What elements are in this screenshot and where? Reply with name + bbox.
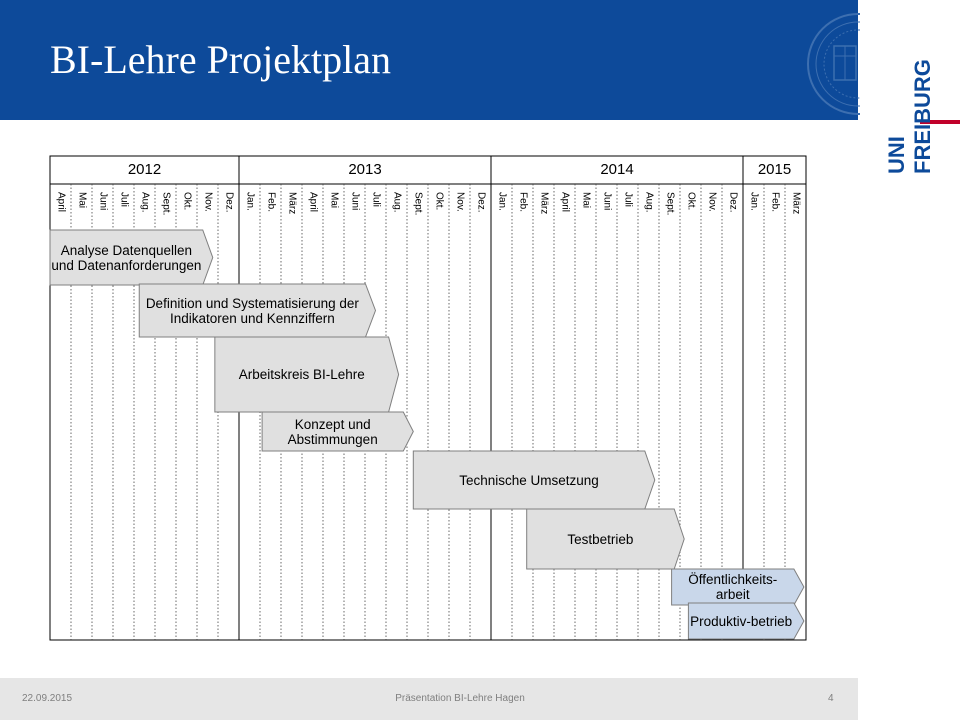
- month-label: Juli: [370, 192, 382, 208]
- month-label: April: [307, 192, 319, 213]
- month-label: Juni: [349, 192, 361, 211]
- month-label: März: [538, 192, 550, 215]
- month-label: Okt.: [685, 192, 697, 211]
- footer-presentation-title: Präsentation BI-Lehre Hagen: [395, 693, 525, 704]
- month-label: Feb.: [517, 192, 529, 213]
- month-label: Aug.: [139, 192, 151, 213]
- logo-uni: UNI: [884, 136, 909, 174]
- month-label: März: [286, 192, 298, 215]
- month-label: Jan.: [496, 192, 508, 211]
- task-label: Konzept und Abstimmungen: [287, 416, 378, 447]
- month-label: Dez.: [223, 192, 235, 213]
- month-label: April: [559, 192, 571, 213]
- footer-page-number: 4: [828, 693, 834, 704]
- month-label: Okt.: [433, 192, 445, 211]
- month-label: Sept.: [412, 192, 424, 216]
- month-label: Feb.: [769, 192, 781, 213]
- month-label: Mai: [76, 192, 88, 209]
- task-label: Technische Umsetzung: [459, 472, 599, 488]
- month-label: Nov.: [202, 192, 214, 212]
- slide-title: BI-Lehre Projektplan: [50, 37, 391, 82]
- month-label: Sept.: [160, 192, 172, 216]
- year-label: 2012: [127, 161, 162, 178]
- month-label: Juni: [97, 192, 109, 211]
- month-label: Okt.: [181, 192, 193, 211]
- month-label: Dez.: [727, 192, 739, 213]
- month-label: Nov.: [706, 192, 718, 212]
- task-label: Testbetrieb: [567, 531, 634, 547]
- month-label: Sept.: [664, 192, 676, 216]
- month-label: Juli: [622, 192, 634, 208]
- month-label: April: [55, 192, 67, 213]
- month-label: Juni: [601, 192, 613, 211]
- month-label: Dez.: [475, 192, 487, 213]
- month-label: Nov.: [454, 192, 466, 212]
- task-label: Analyse Datenquellen und Datenanforderungen: [51, 242, 202, 273]
- logo-freiburg: FREIBURG: [910, 59, 935, 174]
- task-label: Öffentlichkeits-arbeit: [688, 572, 778, 602]
- month-label: Jan.: [244, 192, 256, 211]
- month-label: Juli: [118, 192, 130, 208]
- year-label: 2014: [600, 161, 634, 178]
- month-label: Jan.: [748, 192, 760, 211]
- task-label: Arbeitskreis BI-Lehre: [238, 367, 365, 382]
- month-label: Mai: [328, 192, 340, 209]
- month-label: Feb.: [265, 192, 277, 213]
- footer-date: 22.09.2015: [22, 693, 73, 704]
- footer-bar: [0, 678, 858, 720]
- task-label: Produktiv-betrieb: [690, 613, 793, 629]
- task-label: Definition und Systematisierung der Indikatoren und Kennziffern: [145, 295, 359, 326]
- month-label: Aug.: [391, 192, 403, 213]
- year-label: 2013: [348, 161, 382, 178]
- month-label: März: [790, 192, 802, 215]
- year-label: 2015: [757, 161, 792, 178]
- month-label: Mai: [580, 192, 592, 209]
- month-label: Aug.: [643, 192, 655, 213]
